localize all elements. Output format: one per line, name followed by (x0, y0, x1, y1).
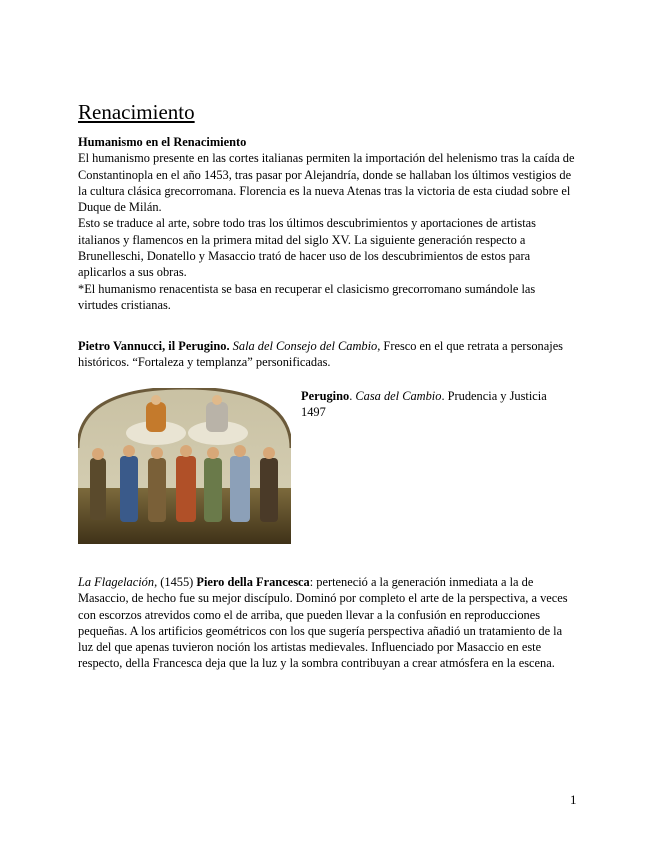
page-number: 1 (570, 792, 577, 807)
flagelacion-text: : perteneció a la generación inmediata a la de Masaccio, de hecho fue su mejor discípulo. Dominó por completo el arte de la perspectiva, a veces con escorzos atrevidos como el de arriba, que pueden llevar a la confusión en reproducciones pequeñas. A los artificios geométricos con los que sugería perspectiva añadió un tratamiento de la luz del que apenas tuvieron noción los artistas medievales. Influenciado por Masaccio en este respecto, della Francesca deja que la luz y la sombra contribuyan a crear atmósfera en la escena. (78, 575, 568, 671)
perugino-text: , Fresco en el que retrata a personajes históricos. “Fortaleza y templanza” personificadas. (78, 339, 564, 370)
flagelacion-paragraph (78, 574, 578, 672)
image-caption (301, 388, 581, 421)
caption-artist: Perugino (301, 389, 350, 403)
paragraph-3: *El humanismo renacentista se basa en recuperar el clasicismo grecorromano sumándole las virtudes cristianas. (78, 281, 536, 312)
caption-year: 1497 (301, 405, 326, 420)
caption-line (301, 388, 581, 404)
paragraph-1: El humanismo presente en las cortes italianas permiten la importación del helenismo tras la caída de Constantinopla en el año 1453, tras pasar por Alejandría, donde se hallaban los últimos vestigios de la cultura clásica grecorromana. Florencia es la nueva Atenas tras la victoria de esta ciudad sobre el Duque de Milán. (78, 151, 575, 215)
caption-place: Casa del Cambio (355, 389, 442, 403)
caption-rest: . Prudencia y Justicia (441, 389, 547, 403)
section-heading: Humanismo en el Renacimiento (78, 135, 247, 149)
section-humanismo (78, 134, 578, 313)
caption-separator: . (349, 389, 356, 403)
work-title-flagelacion: La Flagelación (78, 575, 155, 589)
artist-name-piero: Piero della Francesca (196, 575, 310, 589)
section-flagelacion (78, 574, 578, 672)
perugino-paragraph (78, 338, 578, 371)
work-title: Sala del Consejo del Cambio (232, 339, 378, 353)
fresco-image (78, 388, 291, 544)
section-perugino (78, 338, 578, 371)
page-title: Renacimiento (78, 100, 195, 124)
work-date: , (1455) (154, 575, 197, 589)
artist-name: Pietro Vannucci, il Perugino. (78, 339, 230, 353)
paragraph-2: Esto se traduce al arte, sobre todo tras los últimos descubrimientos y aportaciones de artistas italianos y flamencos en la primera mitad del siglo XV. La siguiente generación respecto a Brunelleschi, Donatello y Masaccio trató de hacer uso de los descubrimientos de estos para aplicarlos a sus obras. (78, 216, 536, 280)
